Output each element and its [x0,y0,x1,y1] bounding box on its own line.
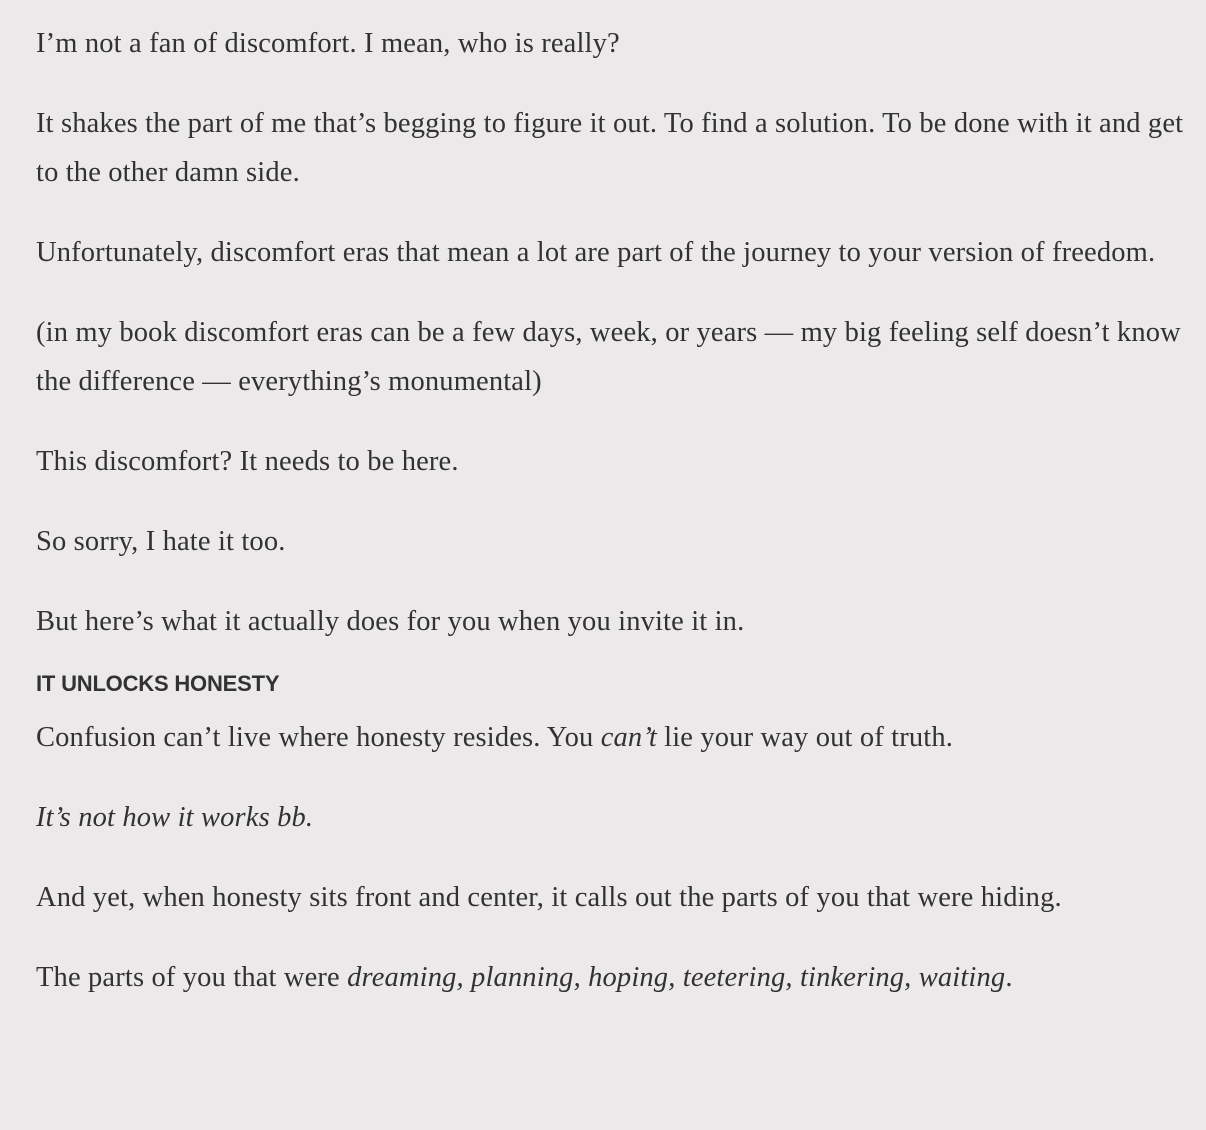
text-run: Confusion can’t live where honesty resides. You [36,722,601,753]
paragraph-discomfort-eras: Unfortunately, discomfort eras that mean a lot are part of the journey to your version of freedom. [36,237,1156,268]
section-heading: IT UNLOCKS HONESTY [36,671,280,696]
paragraph-what-it-does: But here’s what it actually does for you when you invite it in. [36,606,745,637]
emphasis-text: can’t [600,722,657,753]
paragraph-italic-aside [36,793,1186,842]
paragraph-honesty-front: And yet, when honesty sits front and center, it calls out the parts of you that were hiding. [36,882,1062,913]
emphasis-text: It’s not how it works bb. [36,802,314,833]
paragraph-hate-it-too: So sorry, I hate it too. [36,526,286,557]
paragraph-parts-of-you [36,953,1186,1002]
article-body [36,19,1186,1033]
text-run: The parts of you that were [36,962,348,993]
emphasis-text: dreaming, planning, hoping, teetering, tinkering, waiting [347,962,1006,993]
paragraph-confusion [36,713,1186,762]
text-run: lie your way out of truth. [656,722,954,753]
paragraph-parenthetical: (in my book discomfort eras can be a few days, week, or years — my big feeling self doesn’t know the difference — everything’s monumental) [36,317,1181,397]
paragraph-shakes: It shakes the part of me that’s begging to figure it out. To find a solution. To be done with it and get to the other damn side. [36,108,1184,188]
paragraph-discomfort-intro: I’m not a fan of discomfort. I mean, who is really? [36,28,620,59]
text-run: . [1005,962,1013,993]
paragraph-needs-to-be-here: This discomfort? It needs to be here. [36,446,459,477]
